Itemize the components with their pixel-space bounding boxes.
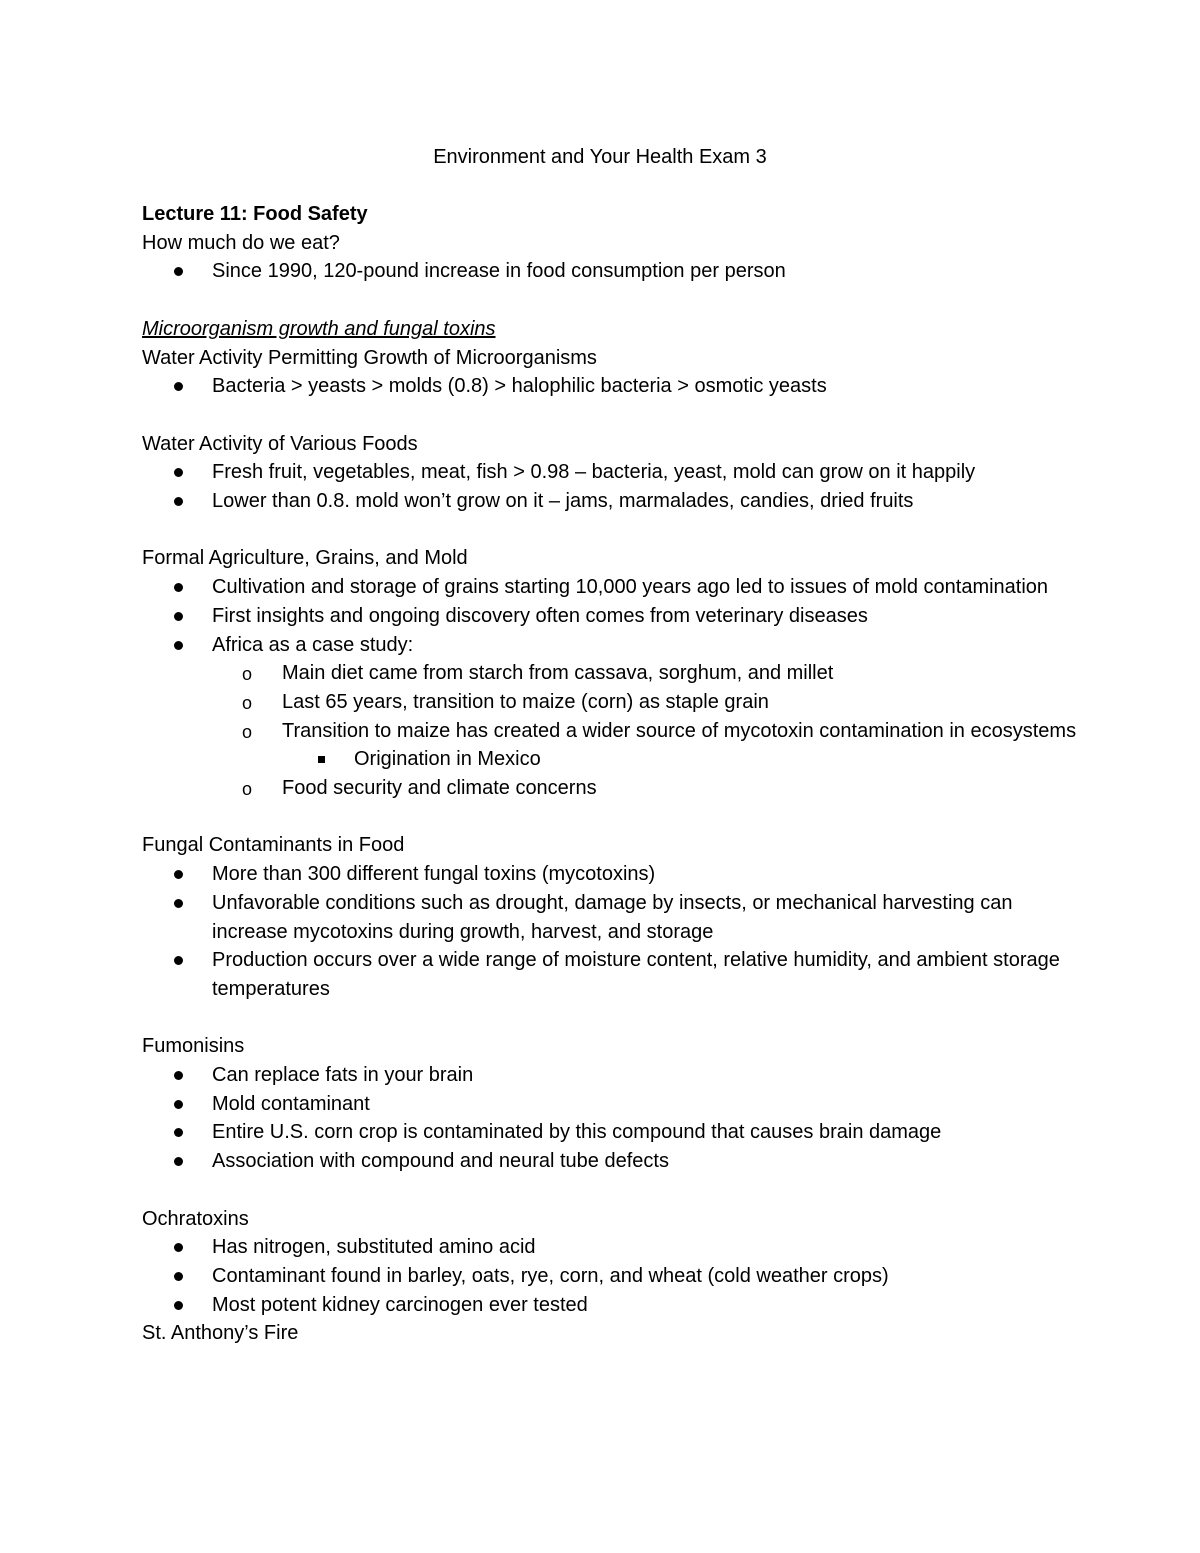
section-heading-water-growth: Water Activity Permitting Growth of Microorganisms: [142, 346, 597, 369]
bullet-icon: [170, 573, 212, 602]
list-item: Lower than 0.8. mold won’t grow on it – jams, marmalades, candies, dried fruits: [142, 487, 1082, 516]
list-item: Bacteria > yeasts > molds (0.8) > halophilic bacteria > osmotic yeasts: [142, 372, 1082, 401]
spacer: [142, 286, 1082, 315]
bullet-icon: [170, 889, 212, 918]
spacer: [142, 401, 1082, 430]
bullet-icon: [170, 372, 212, 401]
section-heading-agriculture: Formal Agriculture, Grains, and Mold: [142, 547, 468, 570]
list-item: o Food security and climate concerns: [142, 774, 1082, 803]
spacer: [142, 803, 1082, 832]
list-item: Entire U.S. corn crop is contaminated by this compound that causes brain damage: [142, 1118, 1082, 1147]
bullet-icon: [170, 1090, 212, 1119]
bullet-icon: [170, 487, 212, 516]
list-item: Fresh fruit, vegetables, meat, fish > 0.98 – bacteria, yeast, mold can grow on it happily: [142, 458, 1082, 487]
lecture-heading: Lecture 11: Food Safety: [142, 203, 368, 225]
list-item: Contaminant found in barley, oats, rye, corn, and wheat (cold weather crops): [142, 1262, 1082, 1291]
list-item: Cultivation and storage of grains starting 10,000 years ago led to issues of mold contamination: [142, 573, 1082, 602]
bullet-icon: [170, 1118, 212, 1147]
list-item: Can replace fats in your brain: [142, 1061, 1082, 1090]
list-item: First insights and ongoing discovery often comes from veterinary diseases: [142, 602, 1082, 631]
spacer: [142, 1004, 1082, 1033]
section-heading-st-anthony: St. Anthony’s Fire: [142, 1322, 299, 1345]
list-item: Has nitrogen, substituted amino acid: [142, 1233, 1082, 1262]
list-item: Mold contaminant: [142, 1090, 1082, 1119]
list-item: Most potent kidney carcinogen ever tested: [142, 1291, 1082, 1320]
list-item: Association with compound and neural tube defects: [142, 1147, 1082, 1176]
list-item: o Transition to maize has created a wider source of mycotoxin contamination in ecosystems: [142, 717, 1082, 746]
bullet-icon: [170, 1061, 212, 1090]
list-item: Origination in Mexico: [142, 745, 1082, 774]
list-item: Production occurs over a wide range of moisture content, relative humidity, and ambient storage temperatures: [142, 946, 1082, 1003]
document-title: Environment and Your Health Exam 3: [433, 146, 767, 168]
list-item: More than 300 different fungal toxins (mycotoxins): [142, 860, 1082, 889]
circle-bullet-icon: [240, 659, 282, 688]
bullet-icon: [170, 1147, 212, 1176]
spacer: [142, 1176, 1082, 1205]
bullet-icon: [170, 458, 212, 487]
list-item: Africa as a case study:: [142, 631, 1082, 660]
list-item: Unfavorable conditions such as drought, damage by insects, or mechanical harvesting can increase mycotoxins during growth, harvest, and storage: [142, 889, 1082, 946]
section-heading-ochratoxins: Ochratoxins: [142, 1207, 249, 1230]
circle-bullet-icon: [240, 774, 282, 803]
list-item: o Last 65 years, transition to maize (corn) as staple grain: [142, 688, 1082, 717]
bullet-icon: [170, 1233, 212, 1262]
document-body: [142, 200, 1082, 1348]
bullet-icon: [170, 1262, 212, 1291]
square-bullet-icon: [312, 745, 354, 774]
section-heading-water-foods: Water Activity of Various Foods: [142, 432, 418, 455]
circle-bullet-icon: [240, 688, 282, 717]
section-heading-consumption: How much do we eat?: [142, 231, 340, 254]
bullet-icon: [170, 946, 212, 975]
section-heading-fumonisins: Fumonisins: [142, 1035, 245, 1058]
spacer: [142, 516, 1082, 545]
section-heading-fungal: Fungal Contaminants in Food: [142, 834, 405, 857]
list-item: o Main diet came from starch from cassava, sorghum, and millet: [142, 659, 1082, 688]
bullet-icon: [170, 602, 212, 631]
bullet-icon: [170, 1291, 212, 1320]
list-item: Since 1990, 120-pound increase in food consumption per person: [142, 257, 1082, 286]
circle-bullet-icon: [240, 717, 282, 746]
bullet-icon: [170, 257, 212, 286]
subsection-heading: Microorganism growth and fungal toxins: [142, 317, 496, 340]
bullet-icon: [170, 631, 212, 660]
bullet-icon: [170, 860, 212, 889]
